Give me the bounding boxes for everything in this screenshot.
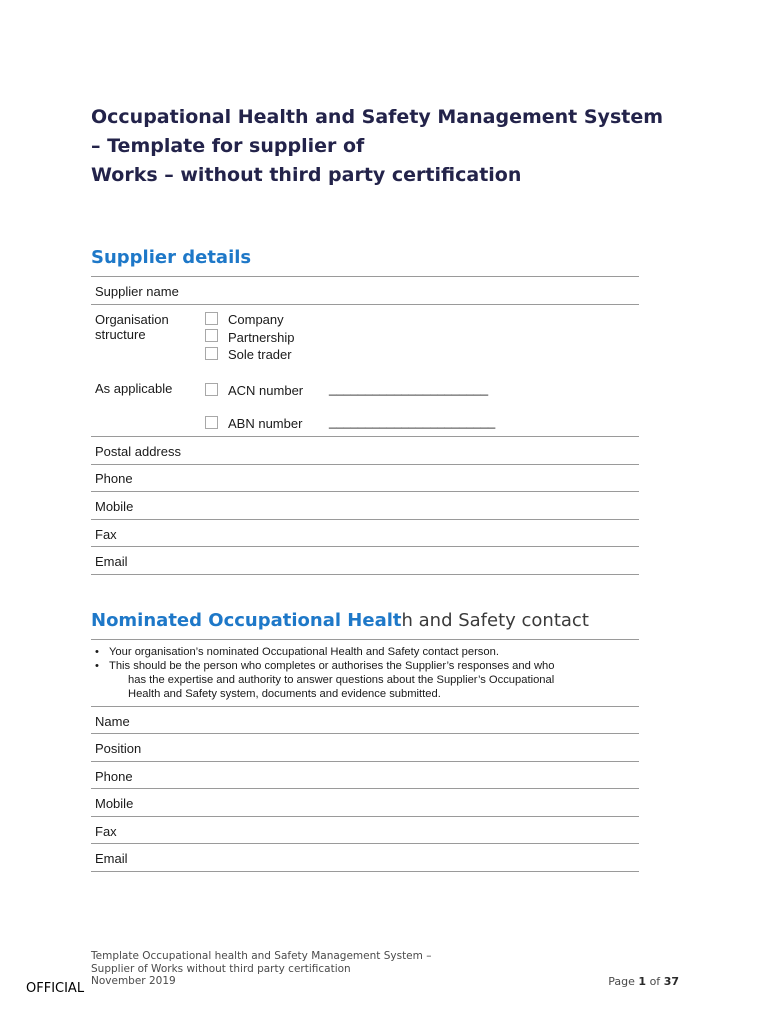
bullet-text-continued: Health and Safety system, documents and evidence submitted. bbox=[128, 688, 441, 700]
divider bbox=[91, 574, 639, 575]
contact-instructions bbox=[95, 645, 640, 701]
footer-document-info bbox=[91, 950, 431, 988]
acn-input-blank[interactable]: ______________________ bbox=[329, 381, 489, 396]
ohs-contact-heading bbox=[91, 610, 589, 631]
org-structure-label-line1: Organisation bbox=[95, 312, 169, 327]
contact-email-label: Email bbox=[95, 851, 128, 866]
mobile-label: Mobile bbox=[95, 499, 134, 514]
contact-position-label: Position bbox=[95, 741, 142, 756]
divider bbox=[91, 871, 639, 872]
abn-input-blank[interactable]: _______________________ bbox=[329, 414, 496, 429]
title-line-3: Works – without third party certification bbox=[91, 164, 522, 186]
acn-checkbox[interactable] bbox=[205, 383, 218, 396]
divider bbox=[91, 276, 639, 277]
fax-label: Fax bbox=[95, 527, 117, 542]
divider bbox=[91, 788, 639, 789]
email-label: Email bbox=[95, 554, 128, 569]
as-applicable-label: As applicable bbox=[95, 381, 173, 396]
bullet-text: This should be the person who completes or authorises the Supplier’s responses and who bbox=[109, 660, 555, 672]
footer-line: Template Occupational health and Safety Management System – bbox=[91, 950, 432, 962]
footer-line: Supplier of Works without third party certification bbox=[91, 962, 351, 975]
page-prefix: Page bbox=[608, 975, 639, 988]
divider bbox=[91, 706, 639, 707]
divider bbox=[91, 639, 639, 640]
contact-name-label: Name bbox=[95, 714, 130, 729]
bullet-text: Your organisation’s nominated Occupational Health and Safety contact person. bbox=[109, 646, 499, 658]
postal-address-label: Postal address bbox=[95, 444, 181, 459]
contact-mobile-label: Mobile bbox=[95, 796, 134, 811]
list-item bbox=[95, 645, 640, 659]
footer-date: November 2019 bbox=[91, 975, 176, 987]
divider bbox=[91, 816, 639, 817]
divider bbox=[91, 843, 639, 844]
phone-label: Phone bbox=[95, 471, 133, 486]
supplier-name-label: Supplier name bbox=[95, 284, 179, 299]
contact-phone-label: Phone bbox=[95, 769, 133, 784]
title-line-1: Occupational Health and Safety Management System bbox=[91, 106, 664, 128]
abn-checkbox[interactable] bbox=[205, 416, 218, 429]
page-current: 1 bbox=[638, 975, 647, 988]
classification-label: OFFICIAL bbox=[26, 981, 85, 996]
sole-trader-option-label: Sole trader bbox=[228, 347, 292, 362]
title-line-2: – Template for supplier of bbox=[91, 135, 365, 157]
org-structure-label-line2: structure bbox=[95, 327, 146, 342]
company-option-label: Company bbox=[228, 312, 284, 327]
divider bbox=[91, 491, 639, 492]
divider bbox=[91, 464, 639, 465]
company-checkbox[interactable] bbox=[205, 312, 218, 325]
divider bbox=[91, 304, 639, 305]
divider bbox=[91, 436, 639, 437]
partnership-checkbox[interactable] bbox=[205, 329, 218, 342]
divider bbox=[91, 519, 639, 520]
divider bbox=[91, 761, 639, 762]
page-total: 37 bbox=[663, 975, 679, 988]
list-item bbox=[95, 659, 640, 701]
contact-fax-label: Fax bbox=[95, 824, 117, 839]
ohs-contact-heading-tail: h and Safety contact bbox=[401, 610, 589, 631]
bullet-text-continued: has the expertise and authority to answer questions about the Supplier’s Occupational bbox=[128, 674, 555, 686]
divider bbox=[91, 733, 639, 734]
sole-trader-checkbox[interactable] bbox=[205, 347, 218, 360]
page-number bbox=[608, 975, 679, 988]
document-title bbox=[91, 103, 691, 190]
ohs-contact-heading-bold: Nominated Occupational Healt bbox=[91, 610, 402, 631]
page-separator: of bbox=[646, 975, 664, 988]
acn-label: ACN number bbox=[228, 383, 304, 398]
partnership-option-label: Partnership bbox=[228, 330, 295, 345]
supplier-details-heading: Supplier details bbox=[91, 247, 252, 268]
abn-label: ABN number bbox=[228, 416, 303, 431]
divider bbox=[91, 546, 639, 547]
